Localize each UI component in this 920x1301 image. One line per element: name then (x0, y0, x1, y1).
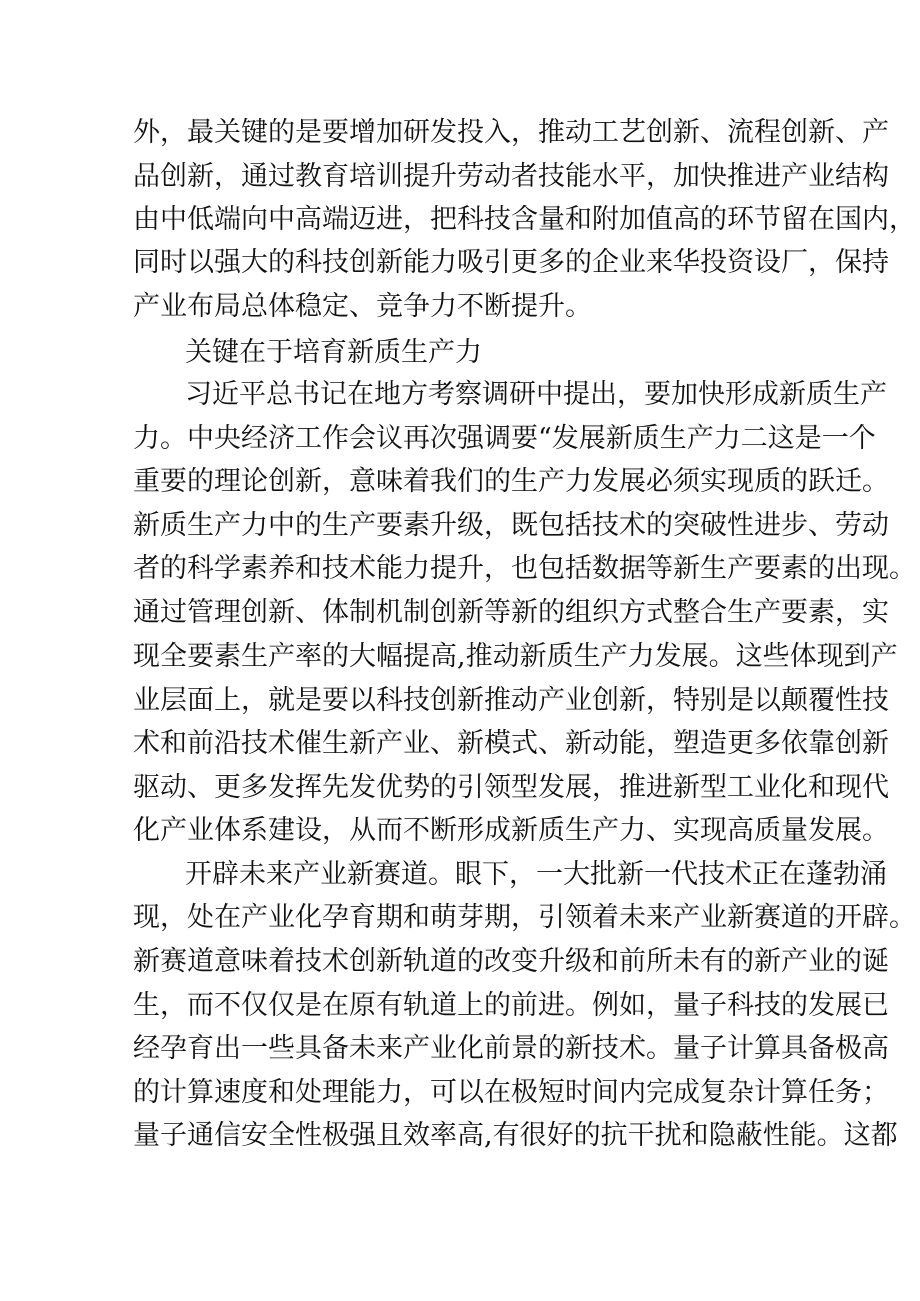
text-line: 生，而不仅仅是在原有轨道上的前进。例如，量子科技的发展已 (133, 990, 889, 1021)
text-line: 经孕育出一些具备未来产业化前景的新技术。量子计算具备极高 (133, 1033, 889, 1064)
text-line: 外，最关键的是要增加研发投入，推动工艺创新、流程创新、产 (133, 117, 889, 148)
text-line: 重要的理论创新，意味着我们的生产力发展必须实现质的跃迁。 (133, 466, 889, 497)
text-line: 习近平总书记在地方考察调研中提出，要加快形成新质生产 (185, 379, 887, 410)
text-line: 驱动、更多发挥先发优势的引领型发展，推进新型工业化和现代 (133, 772, 889, 803)
text-line: 量子通信安全性极强且效率高,有很好的抗干扰和隐蔽性能。这都 (133, 1120, 898, 1151)
text-line: 的计算速度和处理能力，可以在极短时间内完成复杂计算任务； (133, 1077, 889, 1108)
text-line: 力。中央经济工作会议再次强调要“发展新质生产力二这是一个 (133, 423, 876, 454)
text-line: 品创新，通过教育培训提升劳动者技能水平，加快推进产业结构 (133, 161, 889, 192)
section-heading: 关键在于培育新质生产力 (185, 337, 482, 368)
text-line: 现，处在产业化孕育期和萌芽期，引领着未来产业新赛道的开辟。 (133, 902, 916, 933)
text-line: 化产业体系建设，从而不断形成新质生产力、实现高质量发展。 (133, 815, 889, 846)
text-line: 者的科学素养和技术能力提升，也包括数据等新生产要素的出现。 (133, 553, 916, 584)
text-line: 新赛道意味着技术创新轨道的改变升级和前所未有的新产业的诞 (133, 946, 889, 977)
text-line: 通过管理创新、体制机制创新等新的组织方式整合生产要素，实 (133, 597, 889, 628)
text-line: 业层面上，就是要以科技创新推动产业创新，特别是以颠覆性技 (133, 685, 889, 716)
text-line: 同时以强大的科技创新能力吸引更多的企业来华投资设厂，保持 (133, 247, 889, 278)
text-line: 术和前沿技术催生新产业、新模式、新动能，塑造更多依靠创新 (133, 728, 889, 759)
text-line: 开辟未来产业新赛道。眼下，一大批新一代技术正在蓬勃涌 (185, 859, 887, 890)
text-line: 新质生产力中的生产要素升级，既包括技术的突破性进步、劳动 (133, 510, 889, 541)
text-line: 现全要素生产率的大幅提高,推动新质生产力发展。这些体现到产 (133, 641, 898, 672)
text-line: 由中低端向中高端迈进，把科技含量和附加值高的环节留在国内， (133, 204, 916, 235)
text-line: 产业布局总体稳定、竞争力不断提升。 (133, 291, 592, 322)
